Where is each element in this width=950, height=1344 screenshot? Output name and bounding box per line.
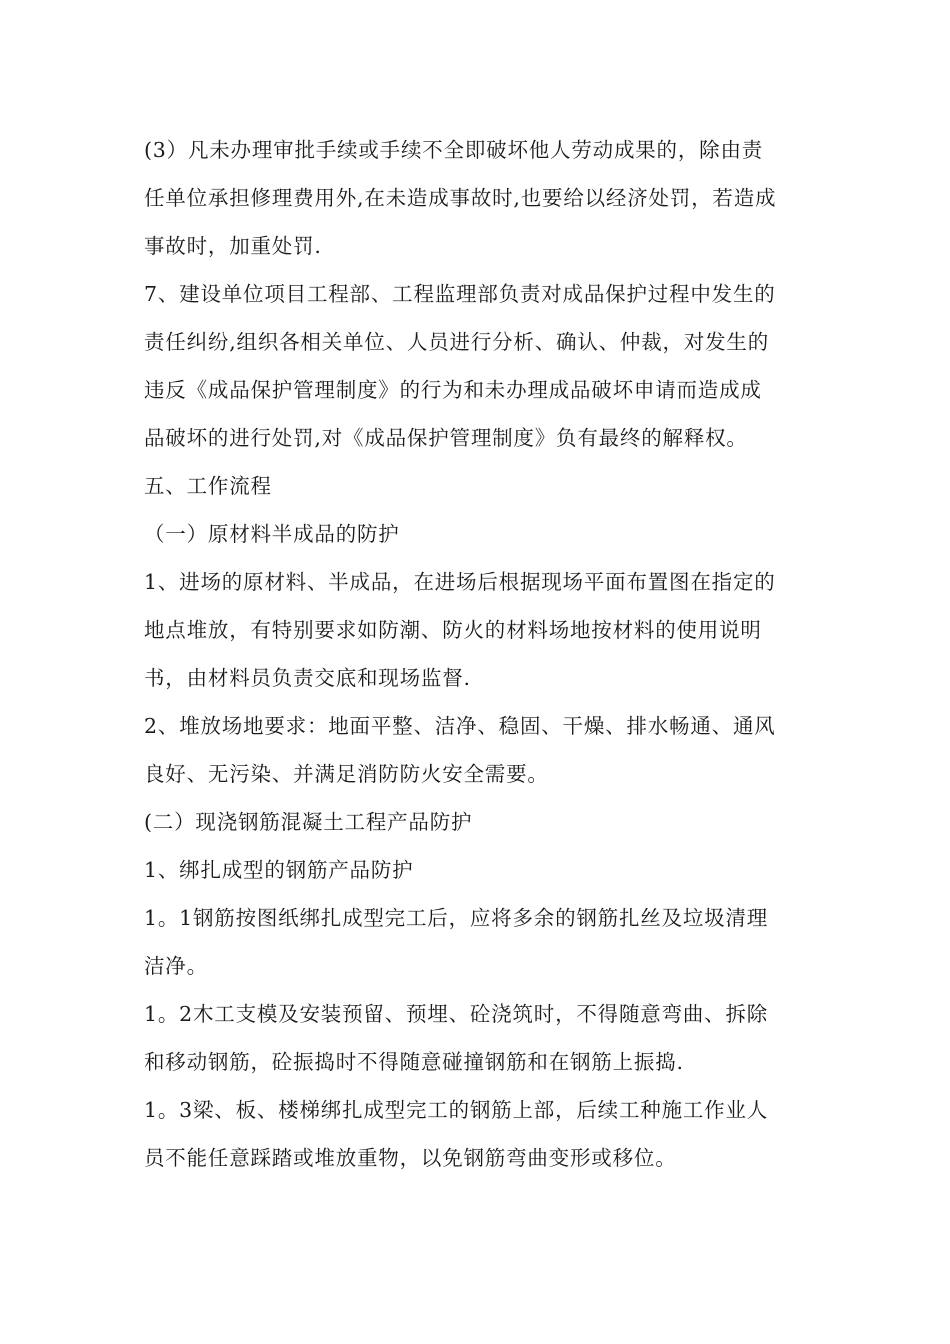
text-line: 品破坏的进行处罚,对《成品保护管理制度》负有最终的解释权。 bbox=[144, 426, 748, 450]
text-line: (3）凡未办理审批手续或手续不全即破坏他人劳动成果的，除由责 bbox=[144, 138, 764, 162]
text-line: 员不能任意踩踏或堆放重物，以免钢筋弯曲变形或移位。 bbox=[144, 1146, 677, 1170]
section-heading: 五、工作流程 bbox=[144, 474, 272, 498]
text-line: 1。1钢筋按图纸绑扎成型完工后，应将多余的钢筋扎丝及垃圾清理 bbox=[144, 906, 769, 930]
text-line: 2、堆放场地要求：地面平整、洁净、稳固、干燥、排水畅通、通风 bbox=[144, 714, 776, 738]
text-line: 责任纠纷,组织各相关单位、人员进行分析、确认、仲裁，对发生的 bbox=[144, 330, 770, 354]
text-line: 和移动钢筋，砼振捣时不得随意碰撞钢筋和在钢筋上振捣. bbox=[144, 1050, 684, 1074]
text-line: 1。2木工支模及安装预留、预埋、砼浇筑时，不得随意弯曲、拆除 bbox=[144, 1002, 769, 1026]
document-body bbox=[144, 126, 810, 1182]
subsection-heading: (二）现浇钢筋混凝土工程产品防护 bbox=[144, 810, 473, 834]
text-line: 1、进场的原材料、半成品，在进场后根据现场平面布置图在指定的 bbox=[144, 570, 776, 594]
text-line: 违反《成品保护管理制度》的行为和未办理成品破坏申请而造成成 bbox=[144, 378, 762, 402]
text-line: 地点堆放，有特别要求如防潮、防火的材料场地按材料的使用说明 bbox=[144, 618, 762, 642]
text-line: 事故时，加重处罚. bbox=[144, 234, 322, 258]
text-line: 良好、无污染、并满足消防防火安全需要。 bbox=[144, 762, 549, 786]
text-line: 1。3梁、板、楼梯绑扎成型完工的钢筋上部，后续工种施工作业人 bbox=[144, 1098, 769, 1122]
item-heading: 1、绑扎成型的钢筋产品防护 bbox=[144, 858, 414, 882]
text-line: 书，由材料员负责交底和现场监督. bbox=[144, 666, 471, 690]
text-line: 洁净。 bbox=[144, 954, 208, 978]
subsection-heading: （一）原材料半成品的防护 bbox=[144, 522, 400, 546]
text-line: 任单位承担修理费用外,在未造成事故时,也要给以经济处罚，若造成 bbox=[144, 186, 777, 210]
text-line: 7、建设单位项目工程部、工程监理部负责对成品保护过程中发生的 bbox=[144, 282, 776, 306]
